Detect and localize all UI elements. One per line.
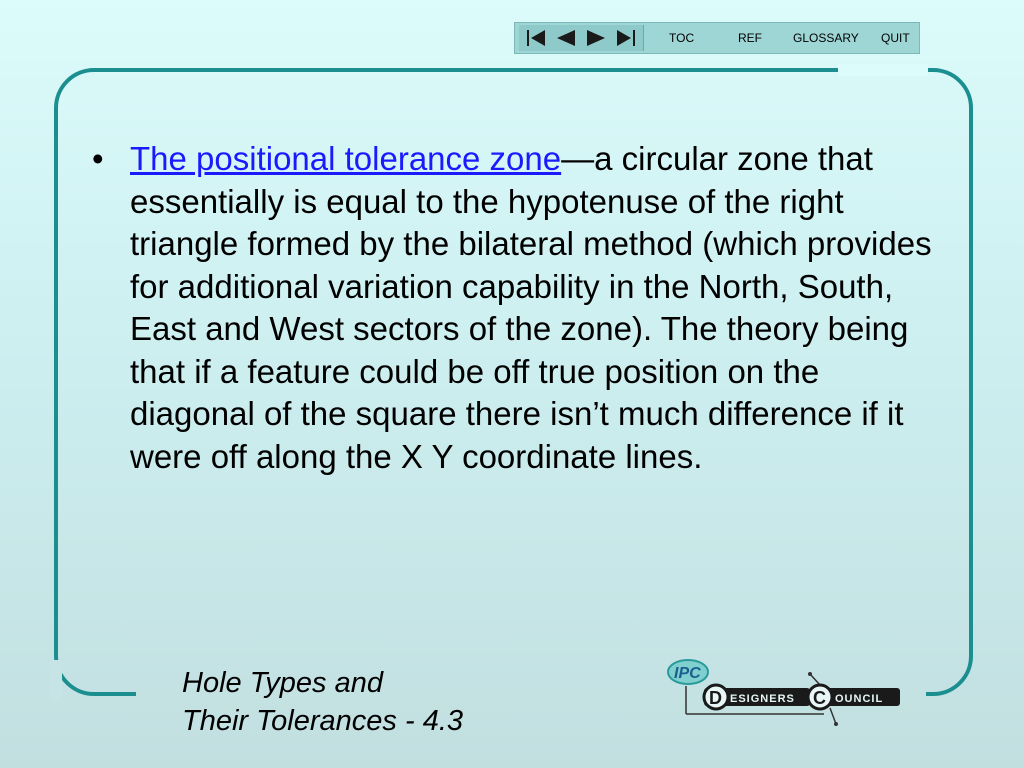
bullet-paragraph [130, 138, 940, 478]
previous-slide-icon[interactable] [555, 28, 577, 48]
first-slide-icon[interactable] [525, 28, 547, 48]
logo-ipc-text: IPC [674, 665, 701, 682]
ref-link[interactable]: REF [738, 31, 762, 45]
em-dash: — [561, 140, 595, 177]
toc-link[interactable]: TOC [669, 31, 695, 45]
navigation-buttons [519, 25, 644, 51]
navigation-bar [514, 22, 920, 54]
logo-c-letter: C [813, 688, 826, 708]
positional-tolerance-zone-link[interactable]: The positional tolerance zone [130, 140, 562, 177]
logo-d-letter: D [709, 688, 722, 708]
ipc-designers-council-logo [664, 656, 904, 728]
glossary-link[interactable]: GLOSSARY [793, 31, 859, 45]
quit-link[interactable]: QUIT [881, 31, 910, 45]
footer-title-line2: Their Tolerances - 4.3 [182, 705, 464, 737]
bullet-body-text: a circular zone that essentially is equal to the hypotenuse of the right triangle formed by the bilateral method (which provides for additional variation capability in the North, South, East and West sectors of the zone). The theory being that if a feature could be off true position on the diagonal of the square there isn’t much difference if it were off along the X Y coordinate lines. [130, 140, 932, 475]
next-slide-icon[interactable] [585, 28, 607, 48]
frame-gap [50, 660, 62, 700]
footer-title-line1: Hole Types and [182, 667, 383, 699]
last-slide-icon[interactable] [615, 28, 637, 48]
frame-gap [838, 64, 928, 76]
logo-ouncil-text: OUNCIL [835, 693, 884, 705]
bullet-marker: • [92, 140, 104, 177]
logo-esigners-text: ESIGNERS [730, 693, 795, 705]
slide-footer-title [182, 664, 463, 740]
